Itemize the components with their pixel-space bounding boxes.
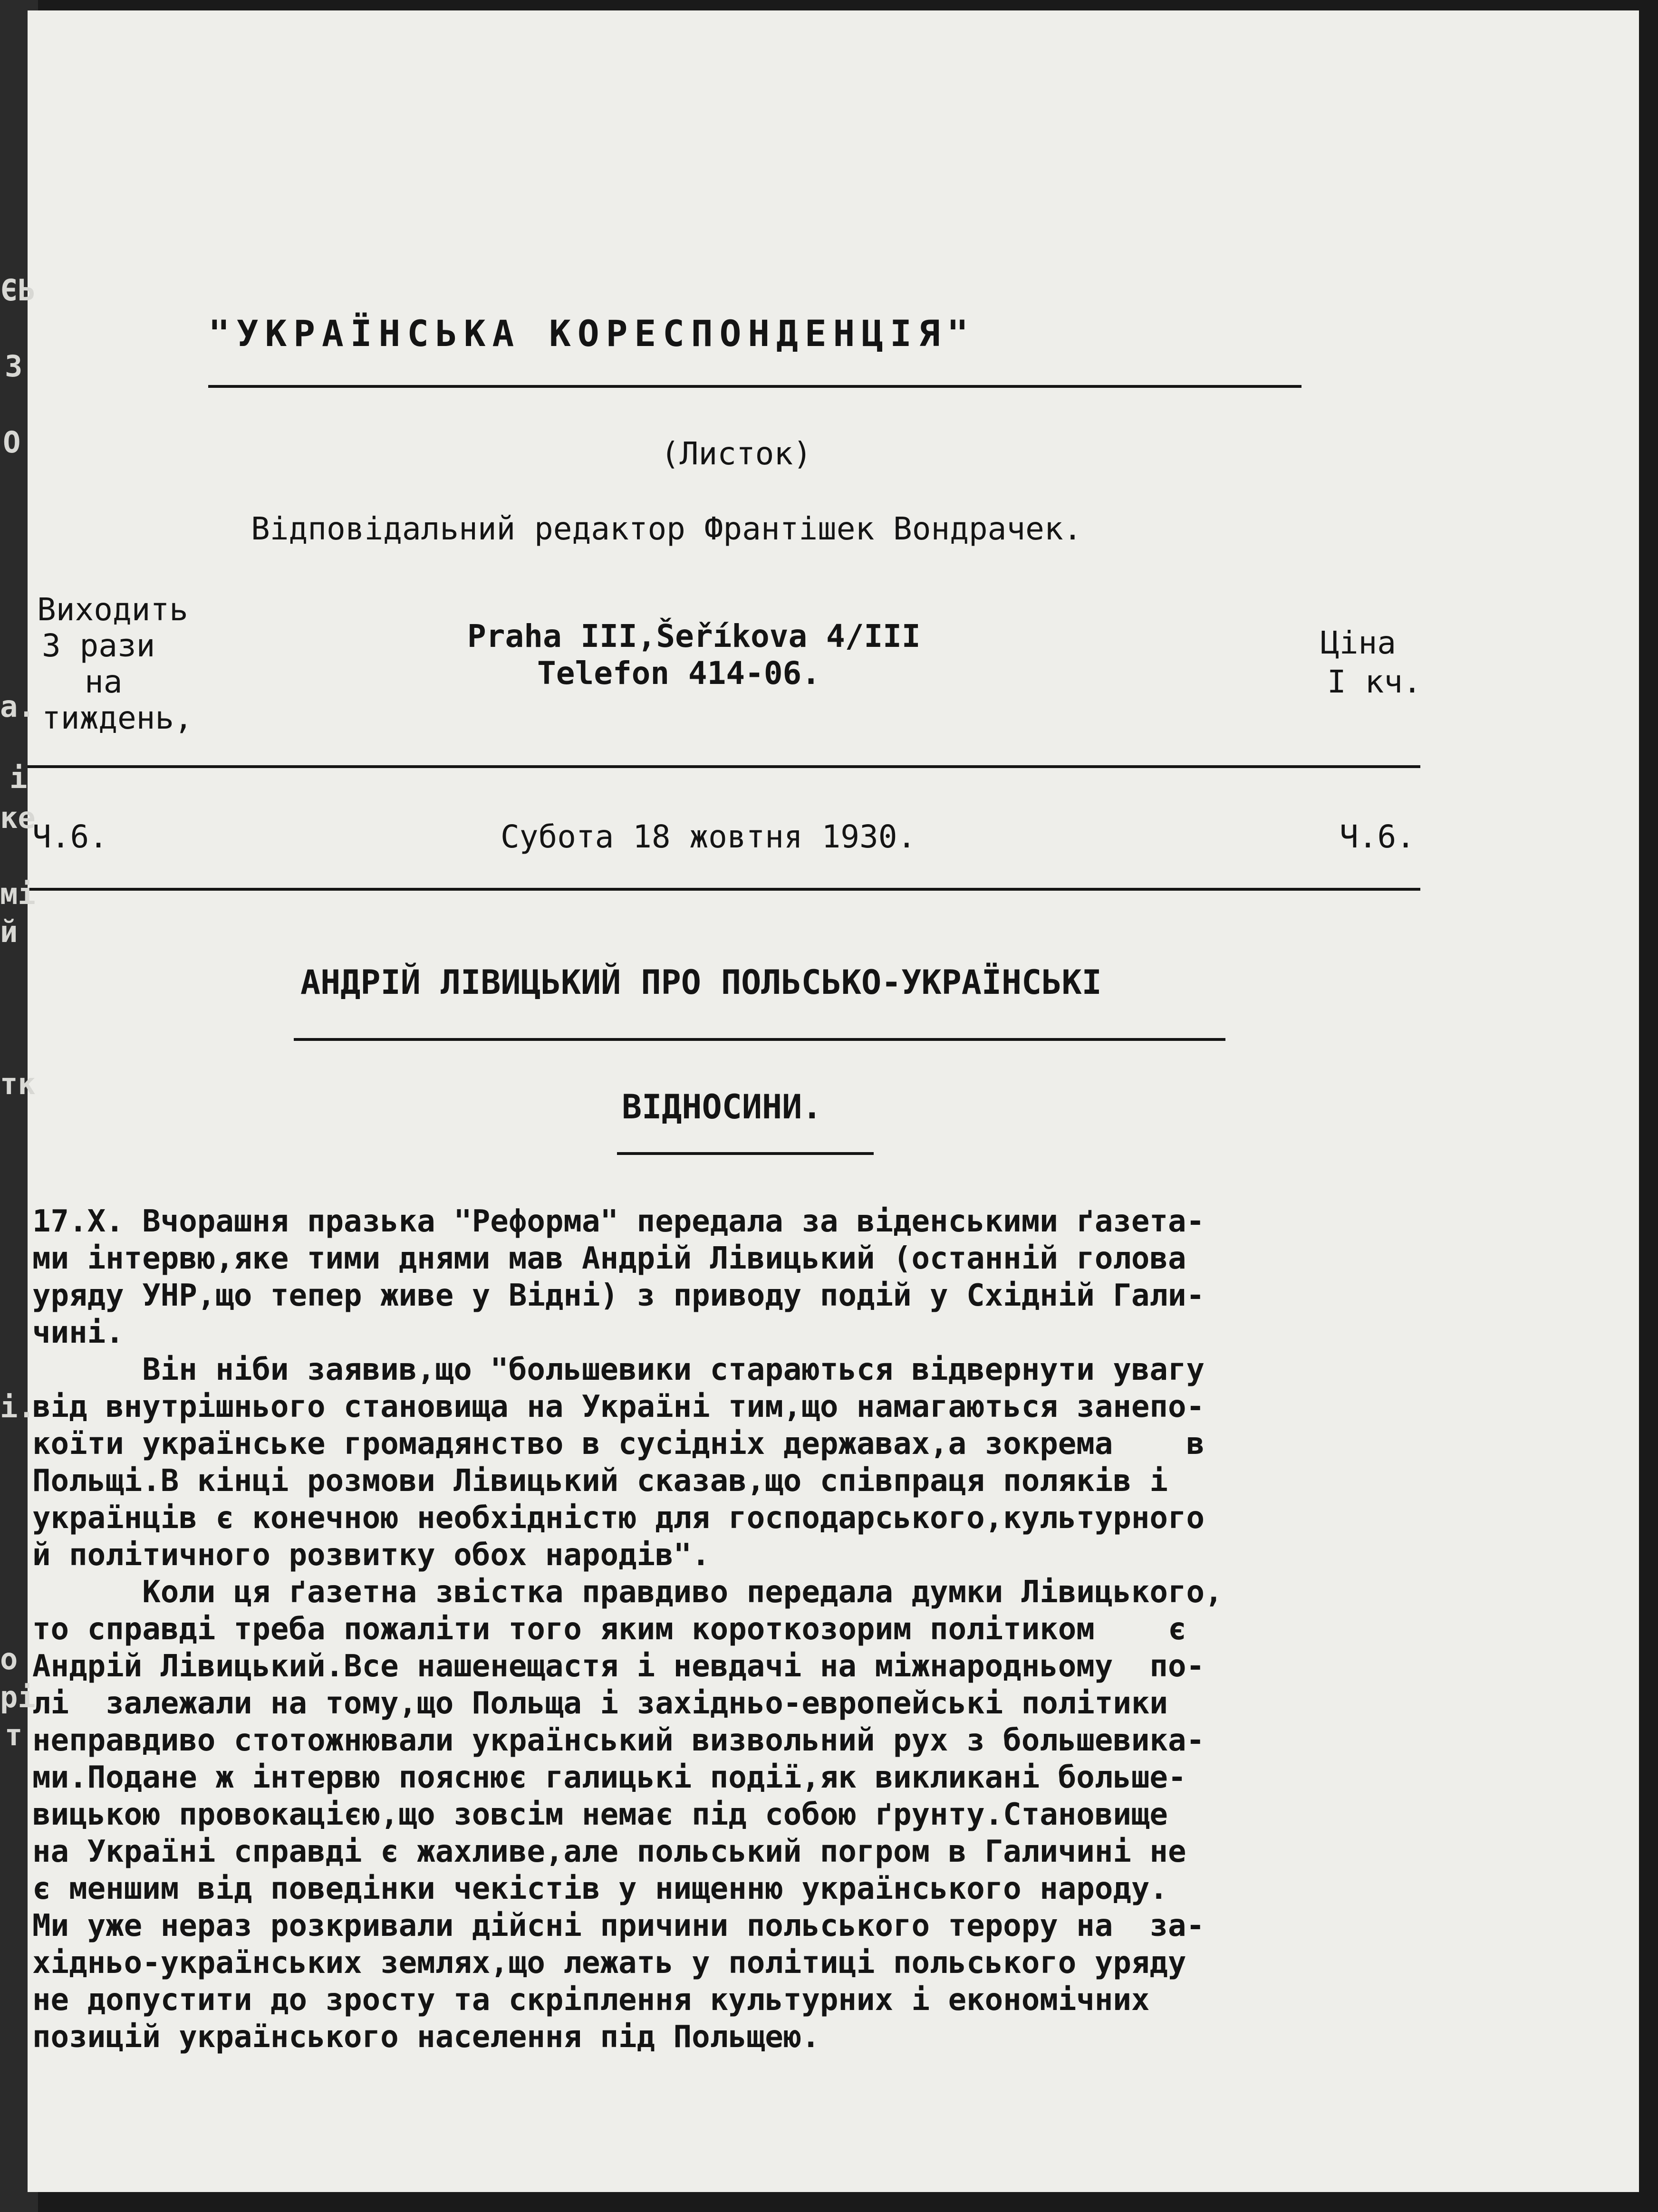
article-line: чині. — [32, 1315, 124, 1350]
price-label: Ціна — [1321, 625, 1396, 661]
article-line: лі залежали на тому,що Польща і західньо-европейські політики — [32, 1686, 1168, 1721]
issue-number-left: Ч.6. — [32, 818, 108, 855]
masthead-subtitle: (Листок) — [661, 435, 812, 472]
article-line: на Україні справді є жахливе,але польський погром в Галичині не — [32, 1834, 1186, 1869]
article-line: хідньо-українських землях,що лежать у політиці польського уряду — [32, 1945, 1186, 1981]
margin-fragment: З — [5, 349, 23, 384]
article-line: від внутрішнього становища на Україні тим,що намагаються занепо- — [32, 1389, 1205, 1424]
article-line: уряду УНР,що тепер живе у Відні) з приводу подій у Східній Гали- — [32, 1278, 1205, 1313]
editor-line: Відповідальний редактор Франтішек Вондрачек. — [251, 510, 1082, 547]
headline-rule-2 — [617, 1152, 874, 1155]
masthead-rule — [208, 385, 1301, 388]
article-line: ми інтервю,яке тими днями мав Андрій Лівицький (останній голова — [32, 1241, 1186, 1276]
issue-rule-bottom — [28, 888, 1420, 891]
article-line: Польщі.В кінці розмови Лівицький сказав,що співпраця поляків і — [32, 1463, 1168, 1499]
price-value: І кч. — [1327, 664, 1422, 700]
headline-line-1: АНДРІЙ ЛІВИЦЬКИЙ ПРО ПОЛЬСЬКО-УКРАЇНСЬКІ — [300, 963, 1102, 1002]
margin-fragment: і — [10, 760, 28, 795]
frequency-line-3: на — [85, 664, 123, 700]
address-line: Praha III,Šeříkova 4/III — [467, 618, 921, 654]
phone-line: Telefon 414-06. — [537, 655, 821, 692]
document-page — [28, 10, 1639, 2192]
article-line: коїти українське громадянство в сусідніх державах,а зокрема в — [32, 1426, 1205, 1462]
article-line: Ми уже нераз розкривали дійсні причини польського терору на за- — [32, 1908, 1205, 1943]
issue-date: Субота 18 жовтня 1930. — [501, 818, 916, 855]
margin-fragment: рі — [0, 1680, 36, 1714]
margin-fragment: О — [3, 425, 21, 460]
margin-fragment: т — [5, 1718, 23, 1752]
headline-rule-1 — [294, 1038, 1225, 1041]
article-line: 17.Х. Вчорашня празька "Реформа" передала за віденськими ґазета- — [32, 1204, 1205, 1239]
article-line: не допустити до зросту та скріплення культурних і економічних — [32, 1982, 1150, 2018]
issue-number-right: Ч.6. — [1340, 818, 1415, 855]
article-line: вицькою провокацією,що зовсім немає під собою ґрунту.Становище — [32, 1797, 1168, 1832]
margin-fragment: о — [0, 1642, 18, 1676]
article-line: Коли ця ґазетна звістка правдиво передала думки Лівицького, — [32, 1575, 1223, 1610]
margin-fragment: і. — [0, 1390, 36, 1424]
article-line: українців є конечною необхідністю для господарського,культурного — [32, 1500, 1205, 1536]
margin-fragment: мі — [0, 876, 36, 911]
margin-fragment: тк — [0, 1067, 36, 1101]
frequency-line-1: Виходить — [37, 591, 188, 628]
headline-line-2: ВІДНОСИНИ. — [622, 1087, 822, 1126]
article-line: неправдиво стотожнювали український визвольний рух з большевика- — [32, 1723, 1205, 1758]
article-line: й політичного розвитку обох народів". — [32, 1538, 710, 1573]
article-line: ми.Подане ж інтервю пояснює галицькі події,як викликані больше- — [32, 1760, 1186, 1795]
margin-fragment: й — [0, 914, 18, 949]
masthead-title: "УКРАЇНСЬКА КОРЕСПОНДЕНЦІЯ" — [208, 312, 975, 355]
margin-fragment: ЄЬ — [0, 273, 36, 308]
margin-fragment: а. — [0, 689, 36, 724]
article-line: є меншим від поведінки чекістів у нищенню українського народу. — [32, 1871, 1168, 1906]
issue-rule-top — [28, 765, 1420, 768]
frequency-line-2: 3 рази — [42, 627, 155, 664]
margin-fragment: ке — [0, 800, 36, 835]
article-line: Андрій Лівицький.Все нашенещастя і невдачі на міжнародньому по- — [32, 1649, 1205, 1684]
article-line: Він ніби заявив,що "большевики стараються відвернути увагу — [32, 1352, 1205, 1387]
article-line: то справді треба пожаліти того яким короткозорим політиком є — [32, 1612, 1186, 1647]
article-line: позицій українського населення під Польщею. — [32, 2020, 820, 2055]
frequency-line-4: тиждень, — [42, 700, 193, 736]
